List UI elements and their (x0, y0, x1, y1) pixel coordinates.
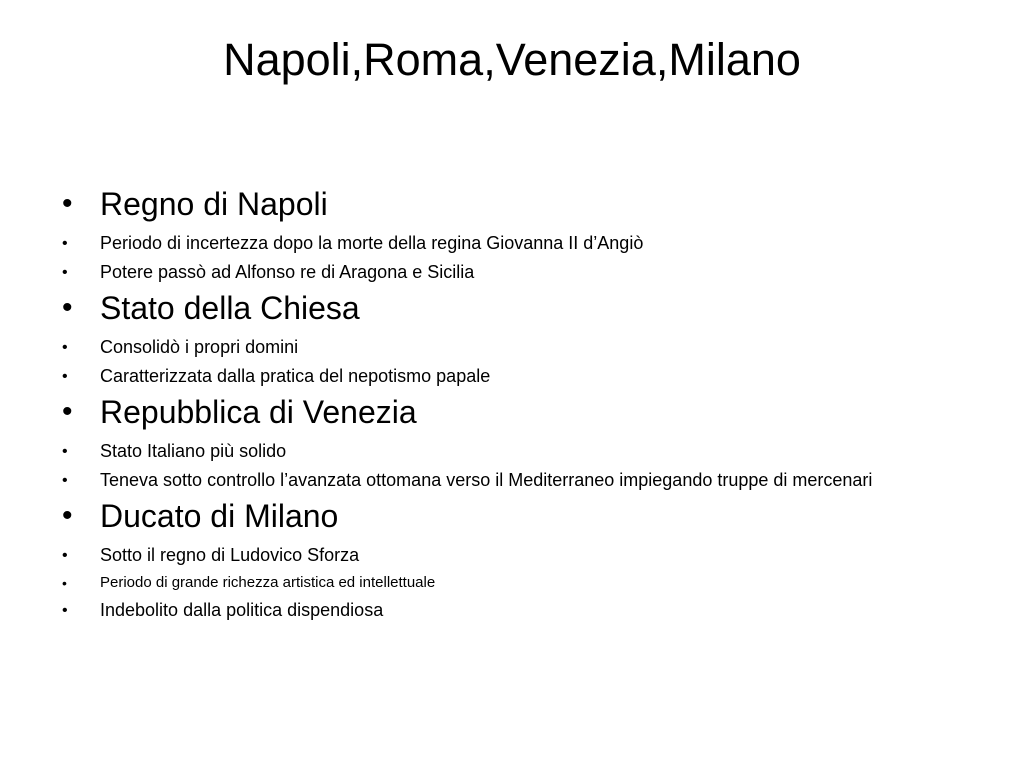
bullet-icon: • (62, 235, 68, 252)
bullet-icon: • (62, 339, 68, 356)
list-item (58, 469, 978, 492)
bullet-icon: • (62, 575, 67, 591)
list-item-text: Indebolito dalla politica dispendiosa (100, 600, 384, 620)
bullet-icon: • (62, 368, 68, 385)
list-item (58, 440, 978, 463)
list-item-text: Periodo di incertezza dopo la morte della regina Giovanna II d’Angiò (100, 233, 644, 253)
section-heading-napoli (58, 182, 978, 226)
bullet-icon: • (62, 499, 73, 532)
list-item-text: Periodo di grande richezza artistica ed intellettuale (100, 574, 436, 591)
list-item (58, 365, 978, 388)
bullet-icon: • (62, 264, 68, 281)
bullet-icon: • (62, 291, 73, 324)
section-heading-text: Regno di Napoli (100, 186, 328, 222)
list-item-text: Caratterizzata dalla pratica del nepotismo papale (100, 366, 491, 386)
list-item (58, 573, 978, 593)
list-item (58, 336, 978, 359)
bullet-icon: • (62, 472, 68, 489)
section-heading-milano (58, 494, 978, 538)
bullet-icon: • (62, 395, 73, 428)
list-item (58, 261, 978, 284)
list-item (58, 599, 978, 622)
section-heading-chiesa (58, 286, 978, 330)
section-heading-venezia (58, 390, 978, 434)
bullet-icon: • (62, 602, 68, 619)
list-item-text: Potere passò ad Alfonso re di Aragona e Sicilia (100, 262, 475, 282)
bullet-icon: • (62, 443, 68, 460)
list-item-text: Consolidò i propri domini (100, 337, 299, 357)
list-item (58, 544, 978, 567)
list-item-text: Teneva sotto controllo l’avanzata ottomana verso il Mediterraneo impiegando truppe di mercenari (100, 470, 873, 490)
bullet-list (58, 180, 978, 622)
section-heading-text: Repubblica di Venezia (100, 394, 417, 430)
section-heading-text: Stato della Chiesa (100, 290, 360, 326)
list-item-text: Stato Italiano più solido (100, 441, 287, 461)
list-item-text: Sotto il regno di Ludovico Sforza (100, 545, 360, 565)
bullet-icon: • (62, 547, 68, 564)
slide-title: Napoli,Roma,Venezia,Milano (223, 34, 801, 85)
section-heading-text: Ducato di Milano (100, 498, 339, 534)
bullet-icon: • (62, 187, 73, 220)
list-item (58, 232, 978, 255)
